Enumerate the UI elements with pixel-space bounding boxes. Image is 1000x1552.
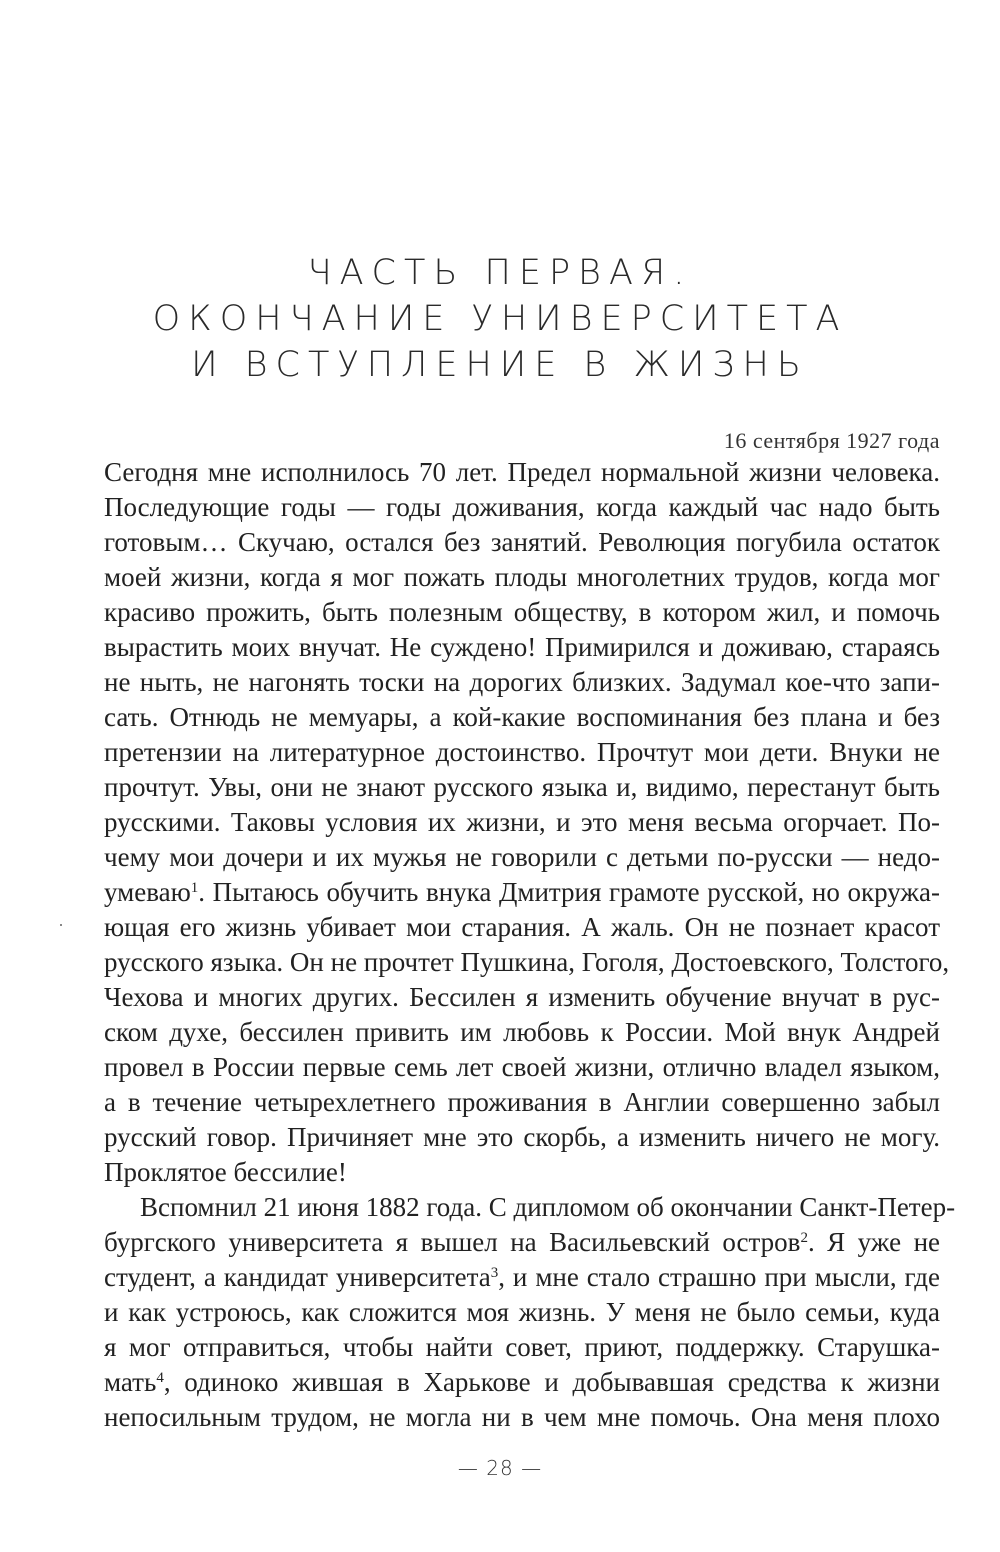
- text-line: сать. Отнюдь не мемуары, а кой-какие воспоминания без плана и без: [104, 702, 940, 732]
- footnote-ref-2[interactable]: 2: [800, 1230, 808, 1246]
- text-line: вырастить моих внучат. Не суждено! Примирился и доживаю, стараясь: [104, 632, 940, 662]
- text-line: ющая его жизнь убивает мои старания. А жаль. Он не познает красот: [104, 912, 940, 942]
- text-line: и как устроюсь, как сложится моя жизнь. У меня не было семьи, куда: [104, 1297, 940, 1327]
- text-fragment: . Я уже не: [807, 1227, 941, 1257]
- chapter-heading-line-3: И ВСТУПЛЕНИЕ В ЖИЗНЬ: [191, 345, 809, 385]
- text-line: не ныть, не нагонять тоски на дорогих близких. Задумал кое-что запи-: [104, 667, 940, 697]
- text-line: Сегодня мне исполнилось 70 лет. Предел нормальной жизни человека.: [104, 457, 940, 487]
- chapter-heading-line-1: ЧАСТЬ ПЕРВАЯ.: [307, 253, 693, 293]
- text-fragment: . Пытаюсь обучить внука Дмитрия грамоте русской, но окружа-: [198, 877, 940, 907]
- text-line: Проклятое бессилие!: [104, 1157, 347, 1187]
- text-fragment: умеваю: [104, 877, 191, 907]
- text-line: претензии на литературное достоинство. Прочтут мои дети. Внуки не: [104, 737, 940, 767]
- text-line: русскими. Таковы условия их жизни, и это меня весьма огорчает. По-: [104, 807, 940, 837]
- text-line: непосильным трудом, не могла ни в чем мне помочь. Она меня плохо: [104, 1402, 940, 1432]
- footnote-ref-4[interactable]: 4: [156, 1370, 164, 1386]
- text-line: Последующие годы — годы доживания, когда каждый час надо быть: [104, 492, 940, 522]
- text-line: русский говор. Причиняет мне это скорбь, а изменить ничего не могу.: [104, 1122, 940, 1152]
- text-line: готовым… Скучаю, остался без занятий. Революция погубила остаток: [104, 527, 940, 557]
- text-line: моей жизни, когда я мог пожать плоды многолетних трудов, когда мог: [104, 562, 940, 592]
- text-line: провел в России первые семь лет своей жизни, отлично владел языком,: [104, 1052, 940, 1082]
- entry-date: 16 сентября 1927 года: [723, 428, 940, 453]
- text-fragment: студент, а кандидат университета: [104, 1262, 491, 1292]
- text-fragment: , и мне стало страшно при мысли, где: [498, 1262, 940, 1292]
- text-line: а в течение четырехлетнего проживания в Англии совершенно забыл: [104, 1087, 940, 1117]
- text-line: Чехова и многих других. Бессилен я изменить обучение внучат в рус-: [104, 982, 940, 1012]
- footnote-ref-1[interactable]: 1: [190, 880, 199, 896]
- text-line: чему мои дочери и их мужья не говорили с детьми по-русски — недо-: [104, 842, 940, 872]
- margin-speck: [60, 924, 62, 926]
- text-line: [104, 1225, 940, 1260]
- text-fragment: , одиноко жившая в Харькове и добывавшая средства к жизни: [163, 1367, 940, 1397]
- text-line: русского языка. Он не прочтет Пушкина, Гоголя, Достоевского, Толстого,: [104, 947, 950, 977]
- page-number: — 28 —: [457, 1456, 543, 1480]
- text-line: [104, 1260, 940, 1295]
- text-line: я мог отправиться, чтобы найти совет, приют, поддержку. Старушка-: [104, 1332, 940, 1362]
- text-line: красиво прожить, быть полезным обществу, в котором жил, и помочь: [104, 597, 940, 627]
- text-fragment: бургского университета я вышел на Васильевский остров: [104, 1227, 801, 1257]
- text-line: ском духе, бессилен привить им любовь к России. Мой внук Андрей: [104, 1017, 940, 1047]
- text-line: прочтут. Увы, они не знают русского языка и, видимо, перестанут быть: [104, 772, 940, 802]
- body-text: [104, 455, 956, 1435]
- text-line: [104, 1365, 940, 1400]
- chapter-heading-line-2: ОКОНЧАНИЕ УНИВЕРСИТЕТА: [152, 299, 848, 339]
- text-line: [104, 875, 940, 910]
- footnote-ref-3[interactable]: 3: [490, 1265, 499, 1281]
- text-line: Вспомнил 21 июня 1882 года. С дипломом об окончании Санкт-Петер-: [140, 1192, 956, 1222]
- text-fragment: мать: [104, 1367, 157, 1397]
- chapter-heading: [0, 250, 1000, 388]
